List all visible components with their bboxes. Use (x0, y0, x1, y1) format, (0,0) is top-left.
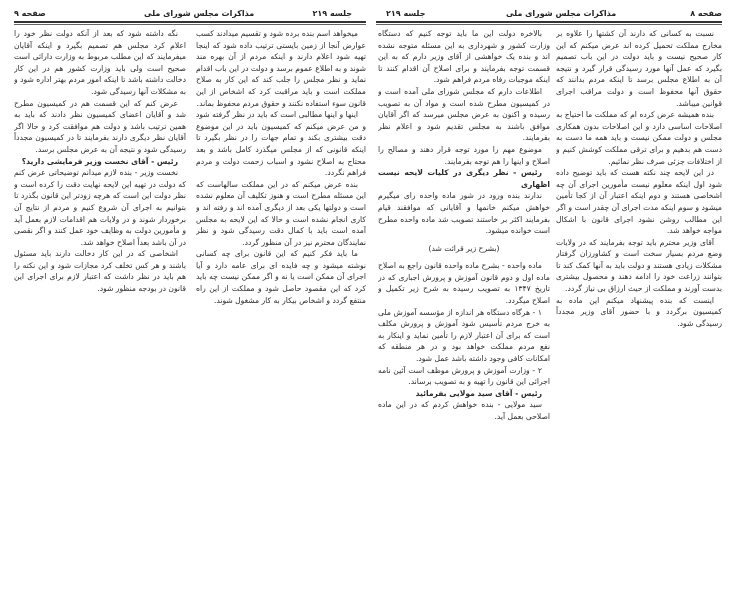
text-column-right (196, 28, 366, 593)
page-title: مذاکرات مجلس شورای ملی (144, 9, 255, 18)
header-rule (376, 21, 722, 23)
left-page (14, 0, 366, 601)
reading-note: (بشرح زیر قرائت شد) (428, 243, 500, 253)
page-number: صفحه ۸ (690, 9, 722, 18)
page-title: مذاکرات مجلس شورای ملی (506, 9, 617, 18)
paragraph: بنده همیشه عرض کرده ام که مملکت ما احتیاج به اصلاحات اساسی دارد و این اصلاحات بدون همکاری مجلس و دولت ممکن نیست و باید همه ما دست به دست هم بدهیم و برای ترقی مملکت کوشش کنیم و از اختلافات جزئی صرف نظر نمائیم. (556, 110, 722, 166)
paragraph: آقای وزیر محترم باید توجه بفرمایند که در ولایات وضع مردم بسیار سخت است و کشاورزان گرفتار مشکلات زیادی هستند و دولت باید به آنها کمک کند تا بتوانند زراعت خود را ادامه دهند و محصول بیشتری بدست آورند و مملکت از حیث ارزاق بی نیاز گردد. (556, 237, 722, 294)
paragraph: بنده عرض میکنم که در این مملکت سالهاست که این مسئله مطرح است و هنوز تکلیف آن معلوم نشده است و دولتها یکی بعد از دیگری آمده اند و رفته اند و کاری انجام نشده است و حالا که این لایحه به مجلس آمده است باید با کمال دقت رسیدگی شود و نظر نمایندگان محترم نیز در آن منظور گردد. (196, 179, 366, 247)
page-number: صفحه ۹ (14, 9, 46, 18)
paragraph: سید مولایی - بنده خواهش کردم که در این ماده اصلاحی بعمل آید. (378, 400, 550, 421)
header-rule (14, 21, 366, 23)
paragraph: نگه داشته شود که بعد از آنکه دولت نظر خود را اعلام کرد مجلس هم تصمیم بگیرد و اینکه آقایان میفرمایند که این مطلب مربوط به وزارت دارائی است صحیح است ولی باید وزارت کشور هم در این کار دخالت داشته باشد تا اینکه امور مردم بهتر اداره شود و به مشکلات آنها رسیدگی شود. (14, 29, 186, 96)
paragraph: ما باید فکر کنیم که این قانون برای چه کسانی نوشته میشود و چه فایده ای برای عامه دارد و آیا اجرای آن ممکن است یا نه و اگر ممکن نیست چه باید کرد که این مقصود حاصل شود و مملکت از این راه منتفع گردد و اشخاص بیکار به کار مشغول شوند. (196, 249, 366, 305)
speaker-paragraph: رئیس - نظر دیگری در کلیات لایحه نیست اظهاری (378, 168, 550, 189)
session-number: جلسه ۲۱۹ (386, 9, 426, 18)
paragraph: ۲ - وزارت آموزش و پرورش موظف است آئین نامه اجرائی این قانون را تهیه و به تصویب برساند. (378, 365, 550, 387)
paragraph: نسبت به کسانی که دارند آن کشتها را علاوه بر مخارج مملکت تحمیل کرده اند عرض میکنم که این کار صحیح نیست و باید دولت در این باب تصمیم بگیرد که عمل آنها مورد رسیدگی قرار گیرد و نتیجه آن به اطلاع مجلس برسد تا اینکه مردم بدانند که حقوق آنها محفوظ است و دولت مراقب اجرای قوانین میباشد. (556, 29, 722, 108)
header-rule-thin (14, 24, 366, 25)
paragraph: موضوع مهم را مورد توجه قرار دهند و مصالح را اصلاح و اینها را هم توجه بفرمایند. (378, 144, 550, 166)
article-paragraph: ماده واحده - بشرح ماده واحده قانون راجع به اصلاح ماده اول و دوم قانون آموزش و پرورش اجباری که در تاریخ ۱۳۴۷ به تصویب رسیده به شرح زیر تکمیل و اصلاح میگردد. (378, 261, 550, 306)
speaker-paragraph: رئیس - آقای سید مولایی بفرمائید (415, 388, 542, 398)
paragraph: میخواهد اسم بنده برده شود و تقسیم میدادند کسب عوارض آنجا از زمین بایستی ترتیب داده شود که اینجا تهیه شود اعلام دارند و اینکه مردم از آن بهره مند شوند و به اطلاع عموم برسد و دولت در این باب اقدام نماید و نظر مجلس را جلب کند که این کار به صلاح مملکت است و باید مراقبت کرد که اشخاص از این قانون سوء استفاده نکنند و حقوق مردم محفوظ بماند. (196, 29, 366, 108)
header-rule-thin (376, 24, 722, 25)
paragraph: اشخاصی که در این کار دخالت دارند باید مسئول باشند و هر کس تخلف کرد مجازات شود و این نکته را هم باید در نظر داشت که اعتبار لازم برای اجرای این قانون در بودجه منظور شود. (14, 249, 186, 294)
paragraph: اطلاعات دارم که مجلس شورای ملی آمده است و در کمیسیون مطرح شده است و مواد آن به تصویب رسیده و اکنون به عرض مجلس میرسد که اگر آقایان موافق باشند به مجلس تقدیم شود و اعلام نظر بفرمایند. (378, 86, 550, 143)
right-page (376, 0, 722, 601)
text-column-left (378, 28, 550, 593)
text-column-left (14, 28, 186, 593)
paragraph: اینها و اینها مطالبی است که باید در نظر گرفته شود و من عرض میکنم که کمیسیون باید در این موضوع دقت بیشتری بکند و تمام جهات را در نظر بگیرد تا اینکه قانونی که از مجلس میگذرد کامل باشد و بعد محتاج به اصلاح نشود و اسباب زحمت دولت و مردم فراهم نگردد. (196, 110, 366, 178)
paragraph: نخست وزیر - بنده لازم میدانم توضیحاتی عرض کنم که دولت در تهیه این لایحه نهایت دقت را کرده است و نظر دولت این است که هرچه زودتر این قانون بگذرد تا بتوانیم به اجرای آن شروع کنیم و مردم از نتایج آن برخوردار شوند و در ولایات هم اقدامات لازم بعمل آید و مأمورین دولت به وظایف خود عمل کنند و اگر نقصی در آن باشد بعداً اصلاح خواهد شد. (14, 168, 186, 247)
paragraph: در این لایحه چند نکته هست که باید توضیح داده شود اول اینکه معلوم نیست مأمورین اجرای آن چه اشخاصی هستند و دوم اینکه اعتبار آن از کجا تأمین میشود و سوم اینکه مدت اجرای آن چقدر است و اگر این مطالب روشن نشود اجرای قانون با اشکال مواجه خواهد شد. (556, 168, 722, 236)
session-number: جلسه ۲۱۹ (312, 9, 352, 18)
paragraph: ندارند بنده ورود در شور ماده واحده رای میگیرم خواهش میکنم خانمها و آقایانی که موافقند قیام بفرمایند اکثر بر خاستند تصویب شد ماده واحده مطرح است خوانده میشود. (378, 191, 550, 236)
paragraph: عرض کنم که این قسمت هم در کمیسیون مطرح شد و آقایان اعضای کمیسیون نظر دادند که باید به همین ترتیب باشد و دولت هم موافقت کرد و حالا اگر آقایان نظر دیگری دارند بفرمایند تا در کمیسیون مجدداً رسیدگی شود و نتیجه آن به عرض مجلس برسد. (14, 98, 186, 154)
paragraph: بالاخره دولت این ما باید توجه کنیم که دستگاه وزارت کشور و شهرداری به این مسئله متوجه نشده اند و بنده یک خواهشی از آقای وزیر دارم که به این قسمت توجه بفرمایند و برای اصلاح آن اقدام کنند تا اینکه موجبات رفاه مردم فراهم شود. (378, 29, 550, 85)
speaker-paragraph: رئیس - آقای نخست وزیر فرمایشی دارید؟ (21, 156, 178, 166)
page-header (14, 9, 366, 21)
text-column-right (556, 28, 722, 593)
paragraph: اینست که بنده پیشنهاد میکنم این ماده به کمیسیون برگردد و با حضور آقای وزیر مجدداً رسیدگی شود. (556, 295, 722, 328)
paragraph: ۱ - هرگاه دستگاه هر اندازه از مؤسسه آموزش ملی به خرج مردم تأسیس شود آموزش و پرورش مکلف است که برای آن اعتبار لازم را تأمین نماید و اینکار به نفع مردم مملکت خواهد بود و در هر منطقه که امکانات کافی وجود داشته باشد عمل شود. (378, 307, 550, 364)
page-header (376, 9, 722, 21)
